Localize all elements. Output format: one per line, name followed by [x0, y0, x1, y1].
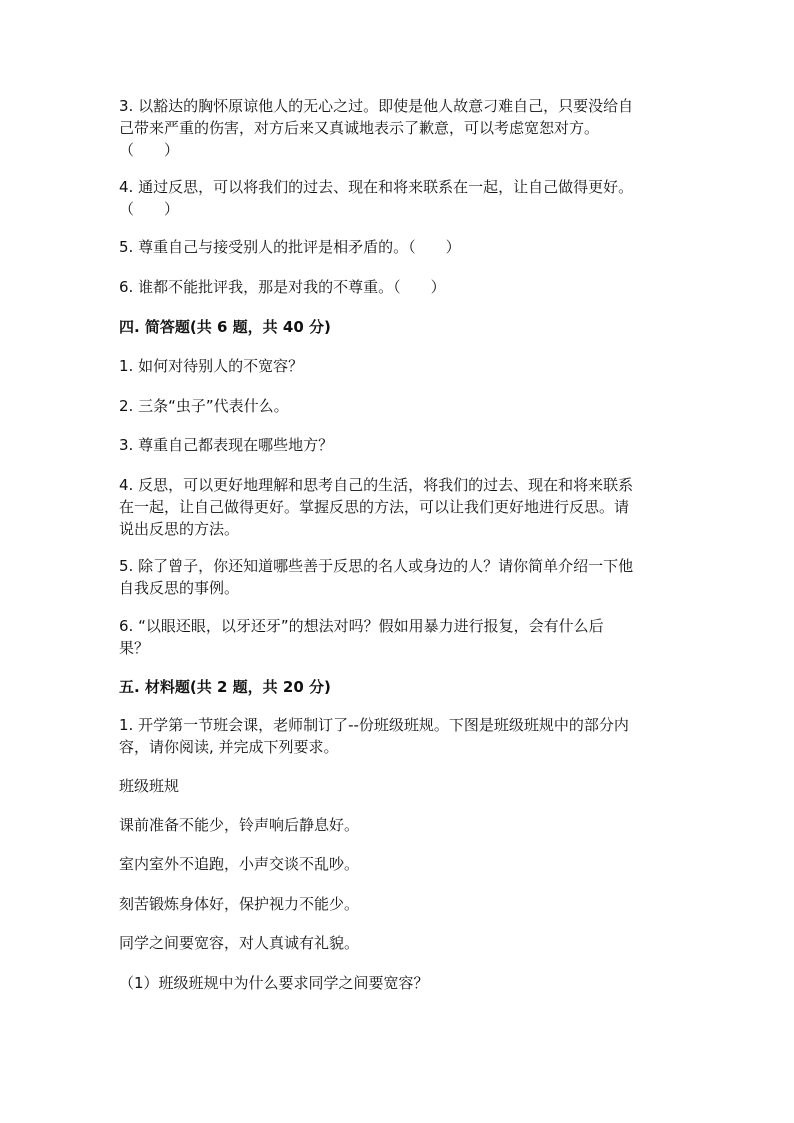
text-line: 己带来严重的伤害，对方后来又真诚地表示了歉意，可以考虑宽恕对方。 [119, 119, 600, 137]
text-line: 5. 除了曾子，你还知道哪些善于反思的名人或身边的人？请你简单介绍一下他 [119, 557, 634, 575]
text-line: 6. 谁都不能批评我，那是对我的不尊重。（ ） [119, 278, 446, 296]
text-line: 5. 尊重自己与接受别人的批评是相矛盾的。（ ） [119, 238, 461, 256]
judgement-item-5 [119, 236, 679, 258]
text-line: 在一起，让自己做得更好。掌握反思的方法，可以让我们更好地进行反思。请 [119, 498, 630, 516]
text-line: 容，请你阅读, 并完成下列要求。 [119, 738, 339, 756]
rule-line: 同学之间要宽容，对人真诚有礼貌。 [119, 934, 360, 952]
text-line: 6. “以眼还眼，以牙还牙”的想法对吗？假如用暴力进行报复，会有什么后 [119, 617, 604, 635]
section-title: 四. 简答题(共 6 题，共 40 分) [119, 318, 331, 336]
text-line: 果？ [119, 639, 150, 657]
answer-parentheses: （ ） [119, 141, 180, 159]
sub-question: （1）班级班规中为什么要求同学之间要宽容？ [119, 974, 429, 992]
text-line: 4. 反思，可以更好地理解和思考自己的生活，将我们的过去、现在和将来联系 [119, 476, 634, 494]
question-item-2 [119, 395, 679, 417]
text-line: 自我反思的事例。 [119, 579, 240, 597]
judgement-item-6 [119, 276, 679, 298]
question-item-5 [119, 555, 679, 599]
question-item-4 [119, 474, 679, 540]
section-title: 五. 材料题(共 2 题，共 20 分) [119, 678, 331, 696]
text-line: 4. 通过反思，可以将我们的过去、现在和将来联系在一起，让自己做得更好。 [119, 178, 634, 196]
material-intro [119, 714, 679, 758]
rule-line: 室内室外不追跑，小声交谈不乱吵。 [119, 855, 360, 873]
question-item-3 [119, 434, 679, 456]
answer-parentheses: （ ） [119, 200, 180, 218]
rules-title: 班级班规 [119, 777, 180, 795]
text-line: 1. 开学第一节班会课，老师制订了--份班级班规。下图是班级班规中的部分内 [119, 716, 629, 734]
text-line: 说出反思的方法。 [119, 520, 240, 538]
text-line: 3. 尊重自己都表现在哪些地方？ [119, 436, 334, 454]
question-item-6 [119, 615, 679, 659]
question-item-1 [119, 355, 679, 377]
judgement-item-3 [119, 95, 679, 161]
text-line: 3. 以豁达的胸怀原谅他人的无心之过。即使是他人故意刁难自己，只要没给自 [119, 97, 634, 115]
rule-line: 课前准备不能少，铃声响后静息好。 [119, 816, 360, 834]
text-line: 2. 三条“虫子”代表什么。 [119, 397, 289, 415]
rule-line: 刻苦锻炼身体好，保护视力不能少。 [119, 895, 360, 913]
judgement-item-4 [119, 176, 679, 220]
text-line: 1. 如何对待别人的不宽容？ [119, 357, 304, 375]
